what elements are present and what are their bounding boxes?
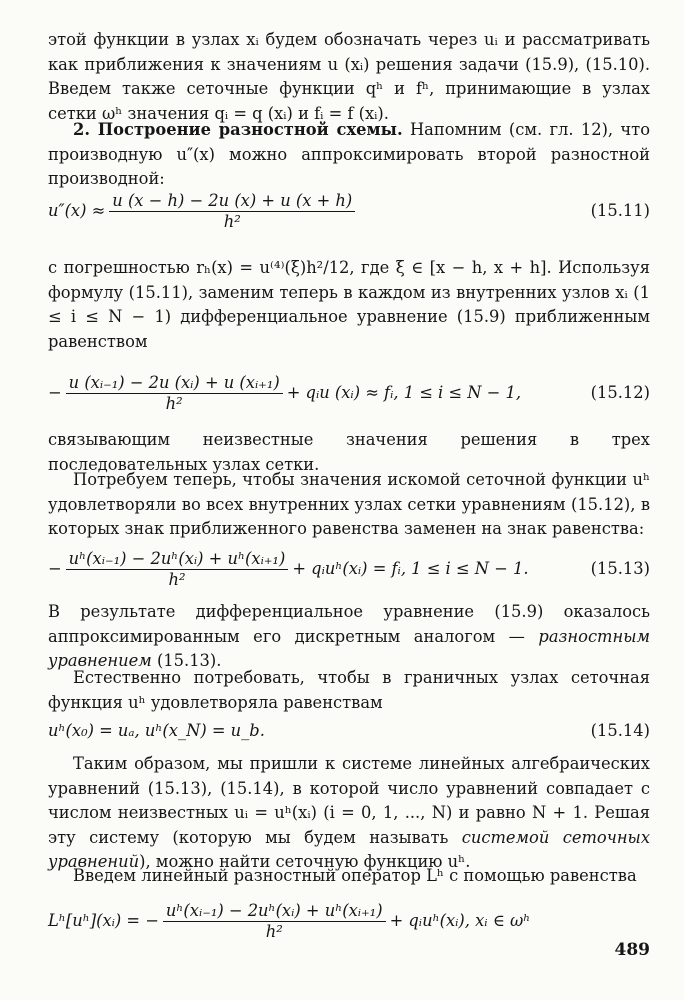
- paragraph-error-term: с погрешностью rₕ(x) = u⁽⁴⁾(ξ)h²/12, где ξ ∈ [x − h, x + h]. Используя формулу (15.11), заменим теперь в каждом из внутренних узлов xᵢ (1 ≤ i ≤ N − 1) дифференциальное уравнение (15.9) приближенным равенством: [48, 258, 650, 351]
- paragraph-text: Напомним (см. гл. 12), что производную u″(x) можно аппроксимировать второй разностной производной:: [48, 120, 650, 188]
- equation-minus: −: [48, 558, 62, 578]
- paragraph-grid-functions: этой функции в узлах xᵢ будем обозначать через uᵢ и рассматривать как приближения к значениям u (xᵢ) решения задачи (15.9), (15.10). Введем также сеточные функции qʰ и fʰ, принимающие в узлах сетки ωʰ значения qᵢ = q (xᵢ) и fᵢ = f (xᵢ).: [48, 30, 650, 123]
- fraction: [109, 192, 355, 231]
- equation-minus: −: [48, 382, 62, 402]
- equation-body: uʰ(x₀) = uₐ, uʰ(x_N) = u_b.: [48, 720, 265, 740]
- equation-15-12: [48, 370, 650, 416]
- denominator: h²: [223, 211, 241, 231]
- page-number: 489: [614, 940, 650, 960]
- paragraph-scheme-construction: [48, 118, 650, 192]
- equation-lhs: Lʰ[uʰ](xᵢ) = −: [48, 910, 159, 930]
- numerator: uʰ(xᵢ₋₁) − 2uʰ(xᵢ) + uʰ(xᵢ₊₁): [66, 550, 289, 570]
- paragraph-text: (15.13).: [156, 651, 222, 670]
- numerator: uʰ(xᵢ₋₁) − 2uʰ(xᵢ) + uʰ(xᵢ₊₁): [163, 902, 386, 922]
- italic-term: системой сеточных уравнений: [48, 827, 650, 871]
- paragraph-connecting: связывающим неизвестные значения решения в трех последовательных узлах сетки.: [48, 430, 650, 474]
- italic-term: разностным уравнением: [48, 626, 650, 670]
- numerator: u (xᵢ₋₁) − 2u (xᵢ) + u (xᵢ₊₁): [66, 374, 283, 394]
- paragraph-operator: Введем линейный разностный оператор Lʰ с помощью равенства: [73, 866, 637, 885]
- paragraph-text: В результате дифференциальное уравнение (15.9) оказалось аппроксимированным его дискретным аналогом —: [48, 602, 650, 646]
- fraction: [163, 902, 386, 941]
- equation-15-11: [48, 188, 650, 234]
- equation-rhs: + qᵢu (xᵢ) ≈ fᵢ, 1 ≤ i ≤ N − 1,: [286, 382, 522, 402]
- paragraph-result: [48, 600, 650, 674]
- equation-number: (15.11): [590, 200, 650, 220]
- equation-rhs: + qᵢuʰ(xᵢ), xᵢ ∈ ωʰ: [389, 910, 531, 930]
- denominator: h²: [168, 569, 186, 589]
- equation-15-13: [48, 546, 650, 592]
- equation-number: (15.12): [590, 382, 650, 402]
- equation-rhs: + qᵢuʰ(xᵢ) = fᵢ, 1 ≤ i ≤ N − 1.: [292, 558, 529, 578]
- equation-15-14: [48, 708, 650, 754]
- equation-operator: [48, 898, 608, 944]
- paragraph-text: Таким образом, мы пришли к системе линейных алгебраических уравнений (15.13), (15.14), в которой число уравнений совпадает с числом неизвестных uᵢ = uʰ(xᵢ) (i = 0, 1, ..., N) и равно N + 1. Решая эту систему (которую мы будем называть: [48, 754, 650, 847]
- equation-number: (15.13): [590, 558, 650, 578]
- numerator: u (x − h) − 2u (x) + u (x + h): [109, 192, 355, 212]
- section-heading: 2. Построение разностной схемы.: [73, 120, 403, 139]
- paragraph-require: Потребуем теперь, чтобы значения искомой сеточной функции uʰ удовлетворяли во всех внутренних узлах сетки уравнениям (15.12), в которых знак приближенного равенства заменен на знак равенства:: [48, 470, 650, 538]
- denominator: h²: [165, 393, 183, 413]
- equation-number: (15.14): [590, 720, 650, 740]
- denominator: h²: [265, 921, 283, 941]
- paragraph-system: [48, 752, 650, 875]
- paragraph-boundary: Естественно потребовать, чтобы в граничных узлах сеточная функция uʰ удовлетворяла равенствам: [48, 668, 650, 712]
- fraction: [66, 550, 289, 589]
- equation-lhs: u″(x) ≈: [48, 200, 106, 220]
- fraction: [66, 374, 283, 413]
- paragraph-text: ), можно найти сеточную функцию uʰ.: [139, 852, 471, 871]
